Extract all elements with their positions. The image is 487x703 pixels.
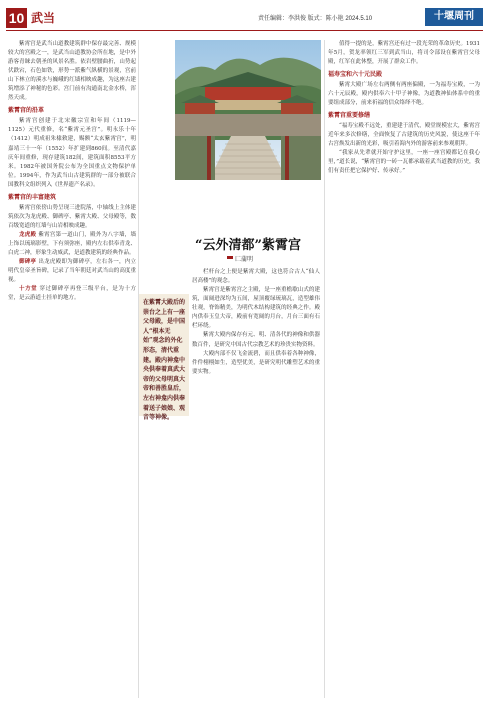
paragraph: 大殿内部不仅飞金流碧，而且供奉着各种神像，件件栩栩如生，造型优美，是研究明代雕塑艺术的重要实物。 (192, 350, 320, 375)
paragraph: 紫霄宫创建于北宋徽宗宣和年间（1119—1125）元代重修，名“紫霄元圣宫”。明永乐十年（1412）明成祖朱棣敕建，赐额“太玄紫霄宫”，明嘉靖三十一年（1552）年扩建到860间。至清代嘉庆年间重修，现存建筑182间，建筑面积8553平方米。1982年被国务院公布为全国重点文物保护单位。1994年，作为武当山古建筑群的一部分被联合国教科文组织列入《世界遗产名录》。 (8, 118, 136, 188)
palace-illustration (175, 40, 321, 180)
subheading: 紫霄宫的沿革 (8, 107, 45, 115)
paragraph: 紫霄大殿内保存有元、明、清各代的神像和供器数百件，是研究中国古代宗教艺术的珍贵实物资料。 (192, 332, 320, 348)
paragraph: 紫霄大殿广场左右两侧有两座偏殿，一为福寿宝殿，一为六十元辰殿，殿内供奉六十甲子神像，为道教神仙体系中的重要组成部分，前来祈福的信众络绎不绝。 (328, 82, 480, 107)
paragraph-text: 紫霄宫第一道山门，殿外为八字墙，墙上饰以琉璃影壁，下有须弥座，殿内左右供奉青龙、白虎二神，形象生动威武，是道教建筑的经典作品。 (8, 231, 136, 257)
article-title: “云外清都”紫霄宫 (195, 238, 301, 253)
editor-meta: 责任编辑：李洪俊 版式：陈小艳 2024.5.10 (258, 16, 373, 22)
paragraph: 栏杆台之上便是紫霄大殿，这也符合古人“仙人居高楼”的观念。 (192, 269, 320, 285)
section-title: 武当 (31, 11, 56, 25)
column-divider (324, 40, 325, 698)
paragraph: 值得一提的是，紫霄宫还有过一段光荣的革命历史。1931年5月，贺龙率领红三军到武当山，将司令部设在紫霄宫父母殿，红军在此休整，开展了群众工作。 (328, 41, 480, 66)
pull-quote: 在紫霄大殿后的崇台之上有一座父母殿，是中国人“根本无始”观念的外化形态，清代重建。殿内神龛中央供奉着真武大帝的父母明真大帝和善胜皇后，左右神龛内供奉着送子娘娘、观音等神像。 (139, 294, 189, 416)
paragraph-text: 出龙虎殿即为御碑亭，左右各一，内立明代皇帝圣旨碑，记录了当年朝廷对武当山的高度重视。 (8, 259, 136, 284)
subheading: 紫霄宫重要修缮 (328, 112, 371, 120)
column-divider (138, 40, 139, 698)
byline: 匚蒲明 (235, 257, 254, 263)
subheading: 紫霄宫的丰富建筑 (8, 193, 57, 201)
subheading: 福寿宝和六十元民殿 (328, 71, 383, 79)
paragraph: 紫霄宫是武当山道教建筑群中保存最完善、规模较大的宫殿之一，是武当山道教协会所在地，是中外游客青睐去朝圣的风景名胜。依岩壁腰曲折，山势起伏跌宕，石色如铁，形势一派紫气纵横的景观，宫前山下林立的溪水与巍峨的红墙相映成趣，为这座古建筑增添了神秘的色彩。宫门前有沟通南北金水桥，浑然天成。 (8, 41, 136, 102)
column-middle (192, 268, 320, 698)
palace-photo (175, 40, 321, 180)
paragraph: “我家从先辈就开始守护这里，一座一座宫殿都记在我心里，”道长说，“紫霄宫的一砖一瓦都承载着武当道教的历史，我们有责任把它保护好、传承好。” (328, 150, 480, 175)
lead-term: 龙虎殿 (19, 231, 37, 238)
page-number: 10 (6, 8, 27, 28)
lead-term: 十方堂 (19, 286, 38, 293)
masthead: 十堰周刊 (425, 8, 483, 26)
paragraph (8, 231, 136, 258)
paragraph: “福寿宝殿不远处，重建建于清代，殿堂规模宏大，紫霄宫近年来多次修缮，全面恢复了古建筑的历史风貌，使这座千年古宫焕发出新的光彩，吸引着海内外的游客前来参观朝拜。 (328, 123, 480, 148)
column-left (8, 40, 136, 698)
column-right (328, 40, 480, 698)
lead-term: 御碑亭 (19, 259, 37, 266)
paragraph (8, 258, 136, 285)
paragraph: 紫霄宫依傍山势呈现三进院落，中轴线上主体建筑依次为龙虎殿、御碑亭、紫霄大殿、父母殿等，数百级宽道的红墙与山岩相映成趣。 (8, 204, 136, 229)
paragraph (8, 285, 136, 303)
paragraph-text: 穿过御碑亭再登三级平台，是为十方堂，是云游道士挂单的地方。 (8, 286, 136, 302)
header-rule (6, 30, 483, 31)
byline-marker (227, 256, 233, 259)
paragraph: 紫霄宫是紫霄宫之主殿，是一座重檐歇山式的建筑，面阔进深均为五间，屋顶覆绿琉璃瓦，造型雄伟壮观，脊饰精美，为明代木结构建筑的经典之作。殿内供奉玉皇大帝，殿前有宽阔的月台，月台三面有石栏环绕。 (192, 287, 320, 330)
